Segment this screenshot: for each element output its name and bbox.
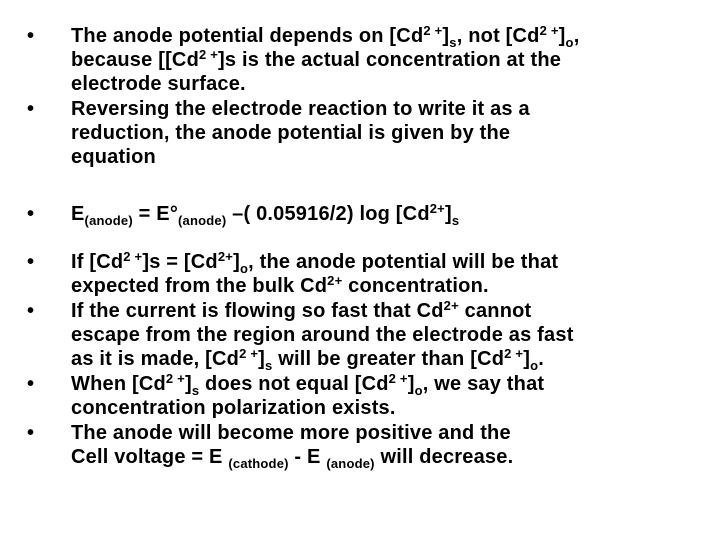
intro-bullets — [22, 24, 712, 169]
concentration-bullets — [22, 250, 712, 469]
bullet-marker: • — [27, 422, 35, 444]
bullet-equation — [22, 202, 712, 226]
equation: $E_{(anode)} = E^\circ_{(anode)}$ –( 0.05916/2) $\log [Cd^{2+}]_s$ — [71, 201, 460, 228]
bullet-equal-concentration — [22, 250, 712, 298]
bullet-marker: • — [27, 203, 35, 225]
line: as it is made, $[Cd^{2 +}]_s$ will be greater than $[Cd^{2 +}]_o$. — [71, 346, 544, 373]
line: If the current is flowing so fast that $Cd^{2+}$ cannot — [71, 298, 532, 322]
line: escape from the region around the electrode as fast — [71, 324, 574, 346]
line: Cell voltage = E $_{(cathode)}$ - E $_{(anode)}$ will decrease. — [71, 446, 514, 471]
line: concentration polarization exists. — [71, 397, 396, 419]
line: electrode surface. — [71, 73, 246, 95]
bullet-marker: • — [27, 373, 35, 395]
line: reduction, the anode potential is given by the — [71, 122, 511, 144]
line: because [$[Cd^{2 +}]s$ is the actual concentration at the — [71, 47, 562, 71]
line: Reversing the electrode reaction to write it as a — [71, 98, 530, 120]
bullet-marker: • — [27, 98, 35, 120]
equation-block — [22, 202, 712, 226]
bullet-reversing-reaction — [22, 97, 712, 169]
line: If $[Cd^{2 +}]s = [Cd^{2+}]_o$, the anode potential will be that — [71, 249, 559, 276]
line: The anode will become more positive and the — [71, 422, 511, 444]
bullet-current-fast — [22, 299, 712, 371]
bullet-marker: • — [27, 251, 35, 273]
line: expected from the bulk $Cd^{2+}$ concentration. — [71, 273, 489, 297]
line: equation — [71, 146, 156, 168]
bullet-anode-potential — [22, 24, 712, 96]
line: The anode potential depends on $[Cd^{2 +}]_s$, not $[Cd^{2 +}]_o$, — [71, 23, 580, 50]
line: When $[Cd^{2 +}]_s$ does not equal $[Cd^{2 +}]_o$, we say that — [71, 371, 545, 398]
bullet-marker: • — [27, 25, 35, 47]
bullet-marker: • — [27, 300, 35, 322]
bullet-polarization — [22, 372, 712, 420]
bullet-cell-voltage — [22, 421, 712, 469]
